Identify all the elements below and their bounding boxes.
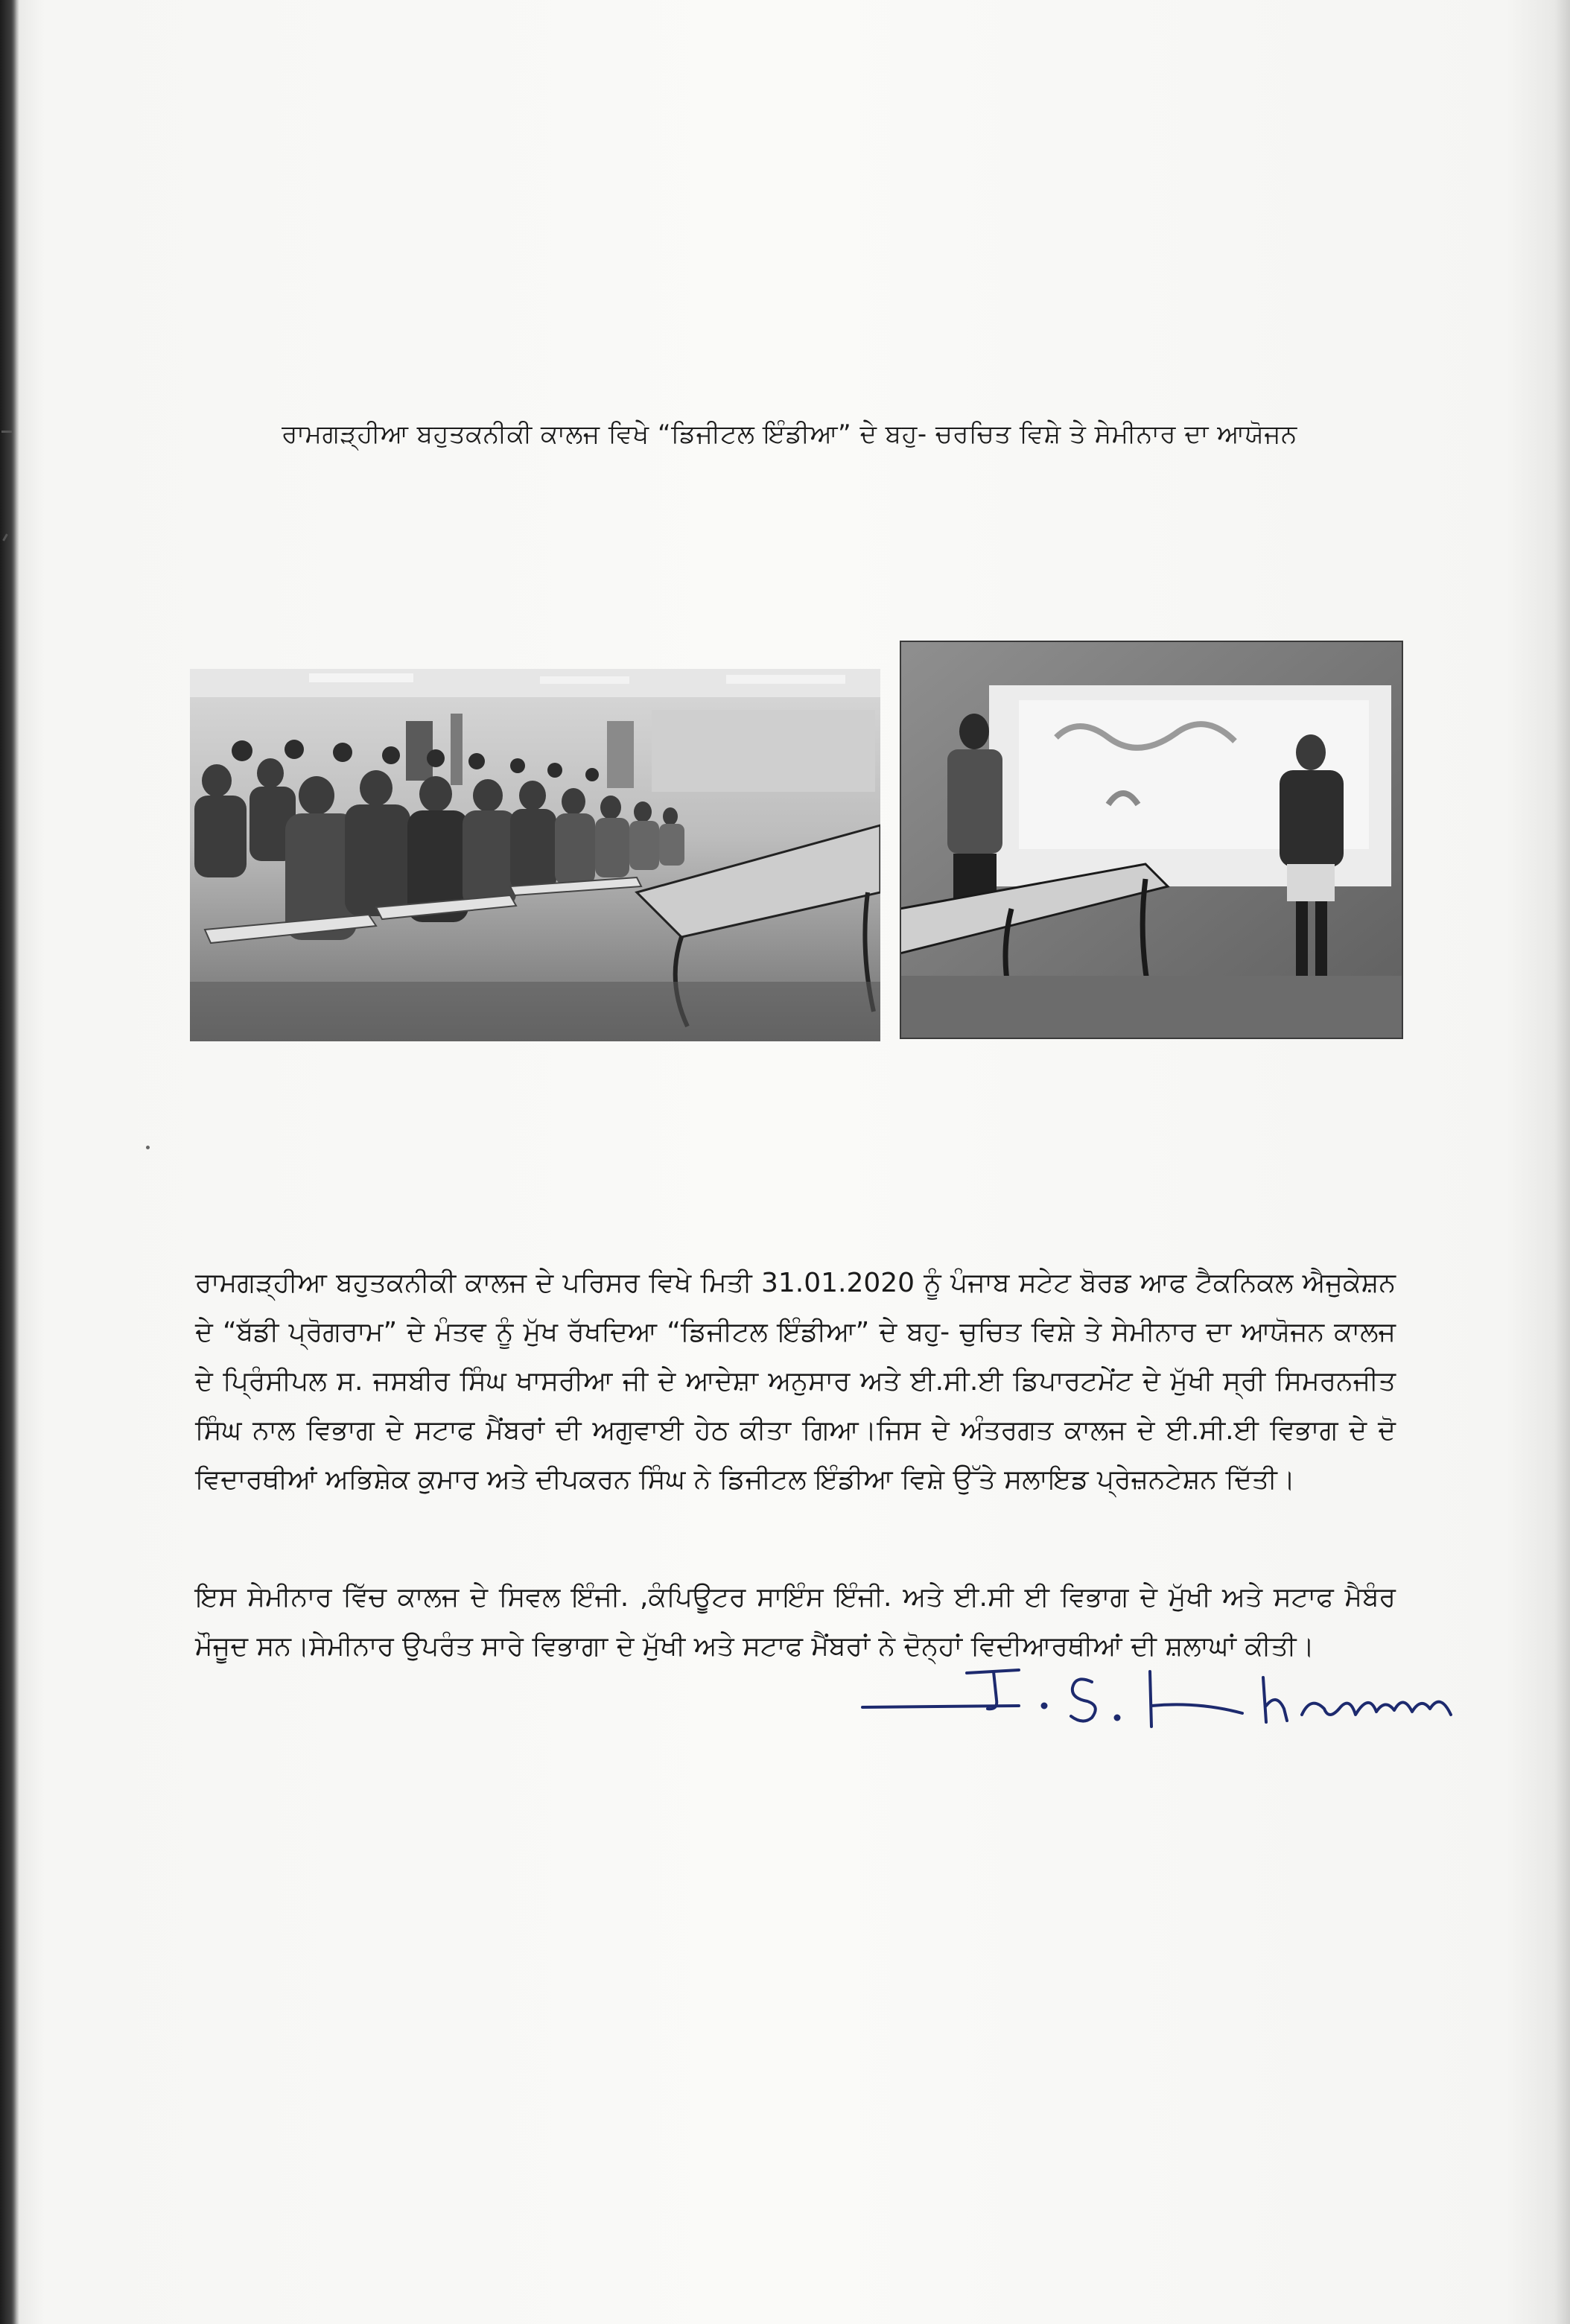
seminar-audience-photo bbox=[190, 669, 880, 1041]
handwritten-signature bbox=[855, 1663, 1503, 1759]
body-paragraph-1: ਰਾਮਗੜ੍ਹੀਆ ਬਹੁਤਕਨੀਕੀ ਕਾਲਜ ਦੇ ਪਰਿਸਰ ਵਿਖੇ ਮਿਤੀ 31.01.2020 ਨੂੰ ਪੰਜਾਬ ਸਟੇਟ ਬੋਰਡ ਆਫ ਟੈਕਨਿਕਲ ਐਜੁਕੇਸ਼ਨ ਦੇ “ਬੱਡੀ ਪ੍ਰੋਗਰਾਮ” ਦੇ ਮੰਤਵ ਨੂੰ ਮੁੱਖ ਰੱਖਦਿਆ “ਡਿਜੀਟਲ ਇੰਡੀਆ” ਦੇ ਬਹੁ- ਚੁਚਿਤ ਵਿਸ਼ੇ ਤੇ ਸੇਮੀਨਾਰ ਦਾ ਆਯੋਜਨ ਕਾਲਜ ਦੇ ਪ੍ਰਿੰਸੀਪਲ ਸ. ਜਸਬੀਰ ਸਿੰਘ ਖਾਸਰੀਆ ਜੀ ਦੇ ਆਦੇਸ਼ਾ ਅਨੁਸਾਰ ਅਤੇ ਈ.ਸੀ.ਈ ਡਿਪਾਰਟਮੇਂਟ ਦੇ ਮੁੱਖੀ ਸ੍ਰੀ ਸਿਮਰਨਜੀਤ ਸਿੰਘ ਨਾਲ ਵਿਭਾਗ ਦੇ ਸਟਾਫ ਮੈਂਬਰਾਂ ਦੀ ਅਗੁਵਾਈ ਹੇਠ ਕੀਤਾ ਗਿਆ।ਜਿਸ ਦੇ ਅੰਤਰਗਤ ਕਾਲਜ ਦੇ ਈ.ਸੀ.ਈ ਵਿਭਾਗ ਦੇ ਦੋ ਵਿਦਾਰਥੀਆਂ ਅਭਿਸ਼ੇਕ ਕੁਮਾਰ ਅਤੇ ਦੀਪਕਰਨ ਸਿੰਘ ਨੇ ਡਿਜੀਟਲ ਇੰਡੀਆ ਵਿਸ਼ੇ ਉੱਤੇ ਸਲਾਇਡ ਪ੍ਰੇਜ਼ਨਟੇਸ਼ਨ ਦਿੱਤੀ। bbox=[195, 1268, 1396, 1495]
seminar-presentation-photo bbox=[900, 641, 1403, 1039]
margin-mark bbox=[1, 431, 12, 433]
scan-speck bbox=[146, 1146, 150, 1149]
page-edge-shadow bbox=[0, 0, 19, 2324]
body-paragraph-2: ਇਸ ਸੇਮੀਨਾਰ ਵਿੱਚ ਕਾਲਜ ਦੇ ਸਿਵਲ ਇੰਜੀ. ,ਕੰਪਿਊਟਰ ਸਾਇੰਸ ਇੰਜੀ. ਅਤੇ ਈ.ਸੀ ਈ ਵਿਭਾਗ ਦੇ ਮੁੱਖੀ ਅਤੇ ਸਟਾਫ ਮੈਬੰਰ ਮੌਜੂਦ ਸਨ।ਸੇਮੀਨਾਰ ਉਪਰੰਤ ਸਾਰੇ ਵਿਭਾਗਾ ਦੇ ਮੁੱਖੀ ਅਤੇ ਸਟਾਫ ਮੈਂਬਰਾਂ ਨੇ ਦੋਨ੍ਹਾਂ ਵਿਦੀਆਰਥੀਆਂ ਦੀ ਸ਼ਲਾਘਾਂ ਕੀਤੀ। bbox=[195, 1582, 1396, 1662]
document-title: ਰਾਮਗੜ੍ਹੀਆ ਬਹੁਤਕਨੀਕੀ ਕਾਲਜ ਵਿਖੇ “ਡਿਜੀਟਲ ਇੰਡੀਆ” ਦੇ ਬਹੁ- ਚਰਚਿਤ ਵਿਸ਼ੇ ਤੇ ਸੇਮੀਨਾਰ ਦਾ ਆਯੋਜਨ bbox=[282, 419, 1297, 449]
